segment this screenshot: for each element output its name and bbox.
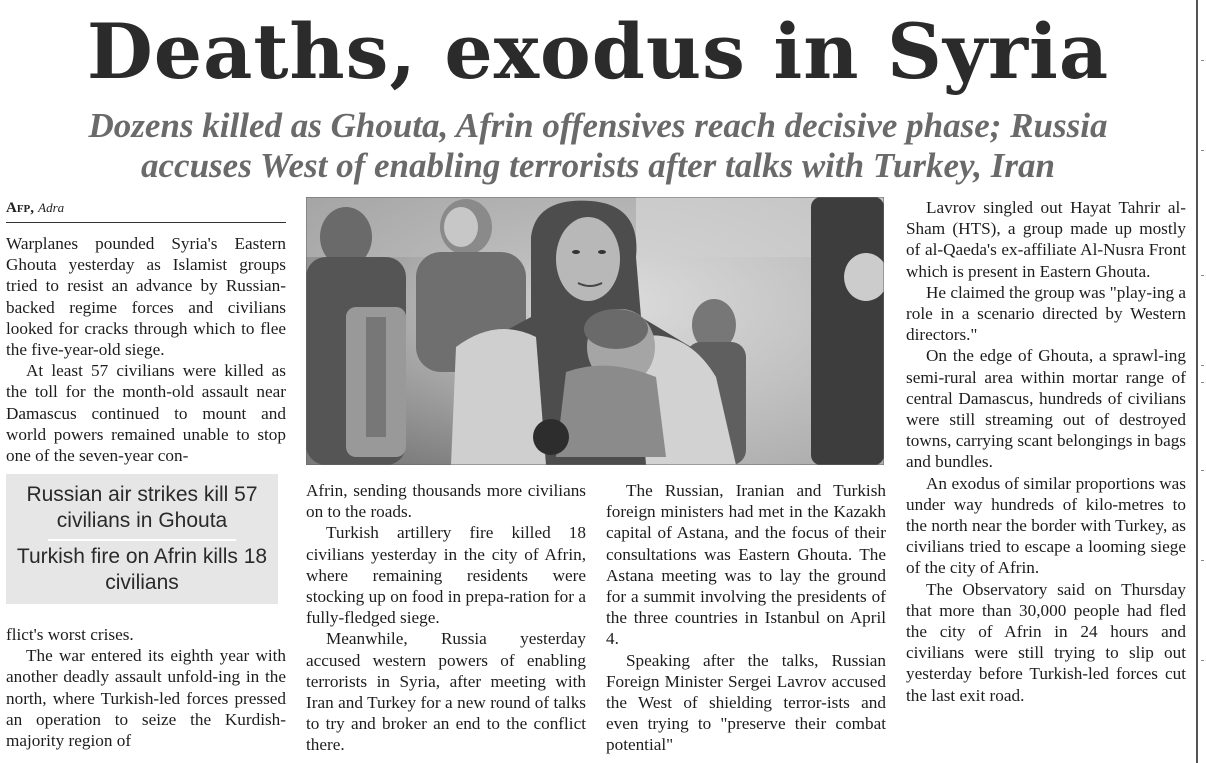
paragraph: Turkish artillery fire killed 18 civilians yesterday in the city of Afrin, where remaining residents were stocking up on food in prepa-ration for a fully-fledged siege. <box>306 523 586 628</box>
paragraph: The Observatory said on Thursday that more than 30,000 people had fled the city of Afrin in 24 hours and civilians were still trying to slip out yesterday before Turkish-led forces cut the last exit road. <box>906 579 1186 705</box>
paragraph: He claimed the group was "play-ing a role in a scenario directed by Western directors." <box>906 282 1186 345</box>
paragraph: At least 57 civilians were killed as the toll for the month-old assault near Damascus continued to mount and world powers remained unable to stop one of the seven-year con- <box>6 361 286 466</box>
subheadline-line-2: accuses West of enabling terrorists after talks with Turkey, Iran <box>141 146 1055 185</box>
paragraph: Meanwhile, Russia yesterday accused western powers of enabling terrorists in Syria, after meeting with Iran and Turkey for a new round of talks to try and broker an end to the conflict there. <box>306 629 586 755</box>
paragraph: On the edge of Ghouta, a sprawl-ing semi-rural area within mortar range of central Damascus, hundreds of civilians were still streaming out of destroyed towns, carrying scant belongings in bags and bundles. <box>906 346 1186 472</box>
fact-box-item-2: Turkish fire on Afrin kills 18 civilians <box>16 545 268 594</box>
fact-box <box>6 474 278 604</box>
article-column-1-top <box>6 233 286 466</box>
paragraph: Afrin, sending thousands more civilians on to the roads. <box>306 481 586 522</box>
paragraph: The war entered its eighth year with another deadly assault unfold-ing in the north, where Turkish-led forces pressed an operation to seize the Kurdish-majority region of <box>6 646 286 751</box>
paragraph: Lavrov singled out Hayat Tahrir al-Sham (HTS), a group made up mostly of al-Qaeda's ex-affiliate Al-Nusra Front which is present in Eastern Ghouta. <box>906 198 1186 281</box>
paragraph: An exodus of similar proportions was under way hundreds of kilo-metres to the north near the border with Turkey, as civilians tried to escape a looming siege of the city of Afrin. <box>906 473 1186 578</box>
byline-divider <box>6 222 286 223</box>
headline: Deaths, exodus in Syria <box>86 7 1110 96</box>
article-column-1-bottom <box>6 624 286 751</box>
photo-woman-holding-child-icon <box>306 197 884 465</box>
paragraph: flict's worst crises. <box>6 625 134 644</box>
article-column-2 <box>306 480 586 756</box>
paragraph: Speaking after the talks, Russian Foreign Minister Sergei Lavrov accused the West of shielding terror-ists and even trying to "preserve their combat potential" <box>606 650 886 755</box>
fact-box-divider <box>48 539 236 541</box>
byline <box>6 200 64 217</box>
paragraph: Warplanes pounded Syria's Eastern Ghouta yesterday as Islamist groups tried to resist an advance by Russian-backed regime forces and civilians looked for cracks through which to flee the five-year-old siege. <box>6 234 286 360</box>
byline-agency: Afp, <box>6 200 35 216</box>
article-column-3 <box>606 480 886 756</box>
subheadline <box>0 106 1196 186</box>
paragraph: The Russian, Iranian and Turkish foreign ministers had met in the Kazakh capital of Astana, and the focus of their consultations was Eastern Ghouta. The Astana meeting was to lay the ground for a summit involving the presidents of the three countries in Istanbul on April 4. <box>606 481 886 649</box>
page-edge-marks <box>1200 0 1206 763</box>
article-column-4 <box>906 197 1186 706</box>
subheadline-line-1: Dozens killed as Ghouta, Afrin offensives reach decisive phase; Russia <box>88 106 1108 145</box>
fact-box-item-1: Russian air strikes kill 57 civilians in Ghouta <box>26 483 258 532</box>
byline-place: Adra <box>38 200 65 215</box>
page-edge-rule <box>1196 0 1198 763</box>
news-photo <box>306 197 884 465</box>
